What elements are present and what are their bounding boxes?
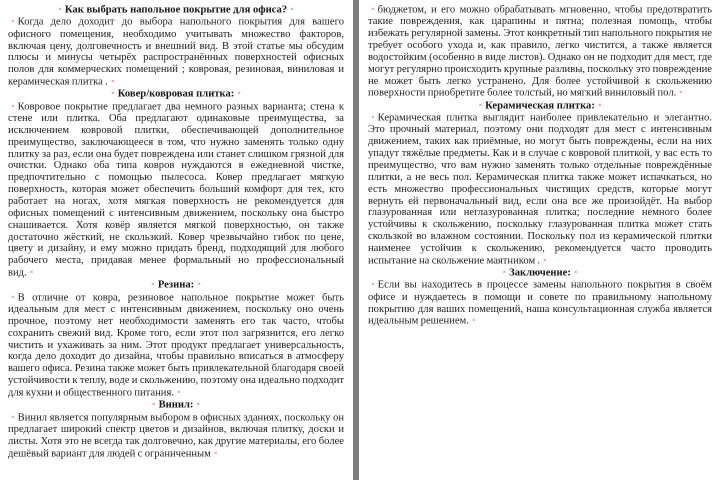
red-proof-mark-icon: × [597, 101, 602, 109]
red-proof-mark-icon: × [478, 101, 483, 109]
section-heading [8, 279, 344, 291]
paragraph [8, 412, 344, 460]
red-proof-mark-icon: × [197, 281, 201, 289]
red-proof-mark-icon: × [177, 389, 181, 396]
red-proof-mark-icon: × [29, 269, 34, 277]
document-title [8, 4, 344, 16]
red-proof-mark-icon: × [111, 90, 115, 98]
red-proof-mark-icon: × [11, 413, 15, 421]
red-proof-mark-icon: × [502, 269, 507, 277]
text-run: Керамическая плитка: [485, 100, 595, 112]
red-proof-mark-icon: × [11, 18, 15, 26]
text-run: бюджетом, и его можно обрабатывать мгновенно, чтобы предотвратить такие повреждения, как царапины и пятна; полезная помощь, чтобы избежать регулярной замены. Этот конкретный тип напольного покрытия не требует особого ухода и, как правило, легко чистится, а также является водостойким (особенно в виде листов). Однако он не подходит для мест, где могут регулярно происходить крупные разливы, поскольку это повреждение не может быть легко устранено. Для более устойчивой к скольжению поверхности приобретите более толстый, но мягкий виниловый пол. [368, 4, 712, 99]
text-run: Винил: [158, 399, 194, 411]
paragraph [8, 16, 344, 88]
section-heading [8, 399, 344, 411]
paragraph [8, 292, 344, 400]
text-run: Винил является популярным выбором в офисных зданиях, поскольку он предлагает широкий спектр цветов и дизайнов, включая плитку, доски и листы. Хотя это не всегда так долговечно, как другие материалы, его более дешёвый вариант для людей с ограниченным [8, 412, 344, 460]
paragraph [368, 4, 712, 100]
text-run: Как выбрать напольное покрытие для офиса? [64, 4, 288, 16]
document-page-left [0, 0, 353, 480]
paragraph [8, 101, 344, 280]
red-proof-mark-icon: × [110, 78, 115, 86]
text-run: Заключение: [509, 267, 571, 279]
red-proof-mark-icon: × [11, 102, 15, 110]
text-run: Резина: [157, 279, 195, 291]
text-run: Если вы находитесь в процессе замены напольного покрытия в своём офисе и нуждаетесь в помощи и совете по правильному напольному покрытию для ваших помещений, наша консультационная служба является идеальным решением. [368, 279, 712, 327]
section-heading [368, 100, 712, 112]
section-heading [8, 88, 344, 100]
section-heading [368, 267, 712, 279]
red-proof-mark-icon: × [679, 89, 683, 97]
text-run: Ковер/ковровая плитка: [117, 88, 235, 100]
red-proof-mark-icon: × [471, 317, 476, 325]
document-page-right [359, 0, 720, 480]
red-proof-mark-icon: × [371, 281, 375, 289]
text-run: Керамическая плитка выглядит наиболее привлекательно и элегантно. Это прочный материал, поэтому они подходят для мест с интенсивным движением, таких как приёмные, но могут быть повреждены, если на них упадут тяжёлые предметы. Как и в случае с ковровой плиткой, у вас есть то преимущество, что вам нужно заменять только отдельные повреждённые плитки, а не весь пол. Керамическая плитка также может испачкаться, но есть множество профессиональных чистящих средств, которые могут вернуть ей первоначальный вид, если она все же произойдёт. На выбор глазурованная или неглазурованная плитка; последние немного более устойчивы к скольжению, поскольку глазурованная плитка может стать скользкой во влажном состоянии. Поскольку пол из керамической плитки наименее устойчив к скольжению, рекомендуется часто проводить испытание на скольжение маятником . [368, 112, 712, 267]
red-proof-mark-icon: × [11, 293, 15, 301]
red-proof-mark-icon: × [58, 6, 62, 13]
text-run: В отличие от ковра, резиновое напольное покрытие может быть идеальным для мест с интенсивным движением, поскольку оно очень прочное, поэтому нет необходимости заменять его так часто, чтобы сохранить свежий вид. Кроме того, если этот пол загрязнится, его легко чистить и ухаживать за ним. Этот продукт предлагает универсальность, когда дело доходит до дизайна, чтобы правильно вписаться в атмосферу вашего офиса. Резина также может быть привлекательной благодаря своей устойчивости к теплу, воде и скольжению, поэтому она идеально подходит для кухни и общественного питания. [8, 292, 344, 399]
text-run: Когда дело доходит до выбора напольного покрытия для вашего офисного помещения, необходимо учитывать множество факторов, включая цену, долговечность и внешний вид. В этой статье мы обсудим плюсы и минусы четырёх распространённых поверхностей офисных полов для коммерческих помещений ; ковровая, резиновая, виниловая и керамическая плитка . [8, 16, 344, 88]
red-proof-mark-icon: × [151, 281, 155, 289]
red-proof-mark-icon: × [237, 90, 241, 98]
red-proof-mark-icon: × [543, 256, 547, 264]
paragraph [368, 112, 712, 267]
paragraph [368, 279, 712, 327]
red-proof-mark-icon: × [213, 449, 218, 457]
red-proof-mark-icon: × [371, 6, 375, 13]
red-proof-mark-icon: × [371, 114, 375, 122]
red-proof-mark-icon: × [151, 401, 156, 409]
red-proof-mark-icon: × [573, 269, 578, 277]
red-proof-mark-icon: × [290, 6, 294, 13]
red-proof-mark-icon: × [196, 401, 201, 409]
text-run: Ковровое покрытие предлагает два немного разных варианта; стена к стене или плитка. Оба предлагают одинаковые преимущества, за исключением ковровой плитки, обеспечивающей дополнительное преимущество, заключающееся в том, что нужно заменять только одну плитку за раз, если она будет повреждена или станет слишком грязной для очистки. Однако оба типа ковров нуждаются в ежедневной чистке, предпочтительно с помощью пылесоса. Ковер предлагает мягкую поверхность, которая может обеспечить больший комфорт для тех, кто работает на ногах, хотя мягкая поверхность не рекомендуется для офисных помещений с интенсивным движением, поскольку она быстро снашивается. Хотя ковёр является мягкой поверхностью, он также достаточно жёсткий, не скользкий. Ковер чрезвычайно гибок по цене, цвету и дизайну, и ему можно придать бренд, подходящий для любого рабочего места, придавая менее формальный но профессиональный вид. [8, 101, 344, 279]
